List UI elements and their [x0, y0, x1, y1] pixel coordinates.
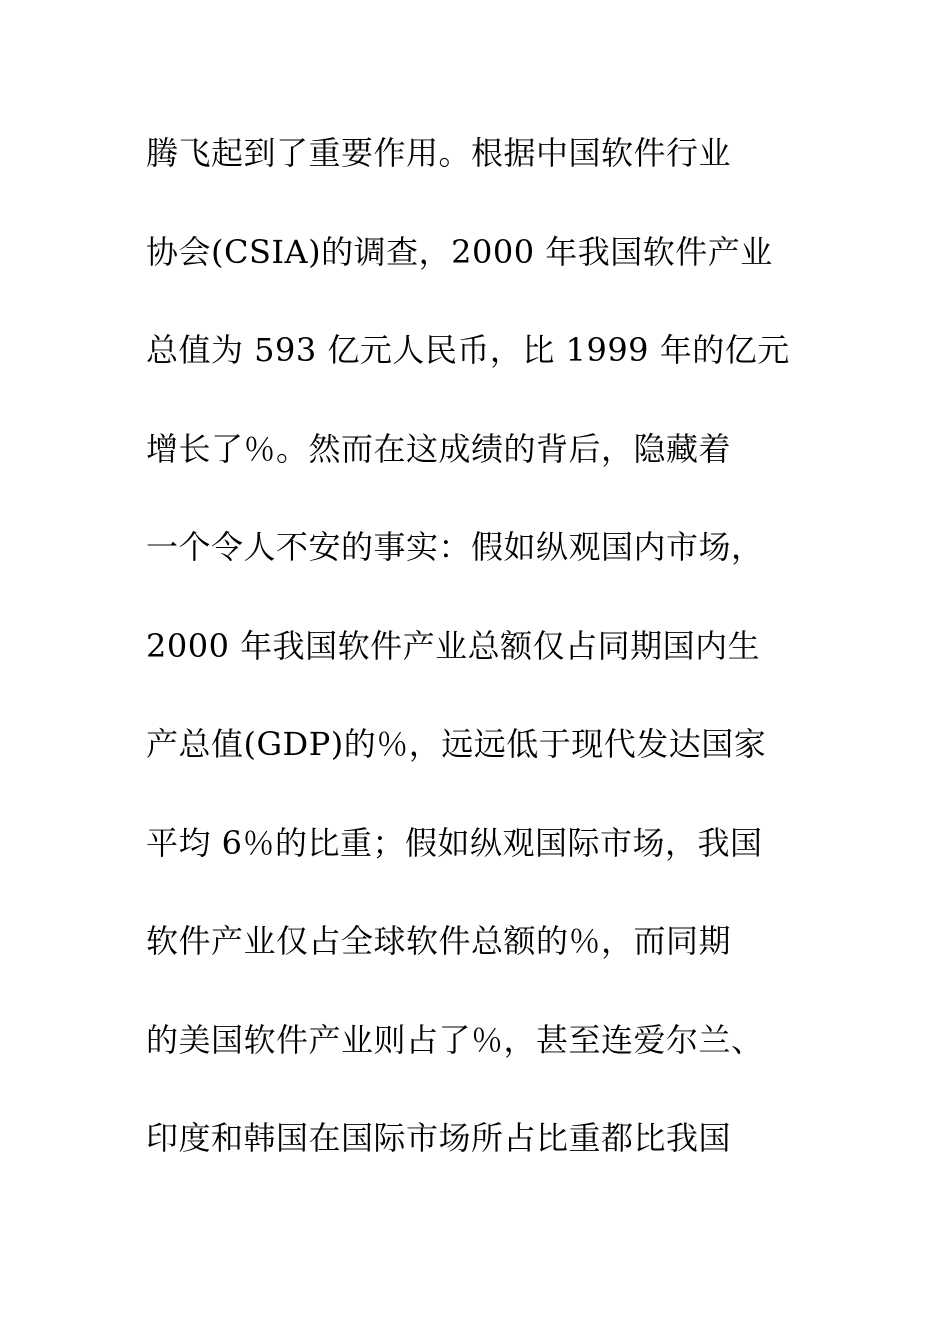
- text-line: 软件产业仅占全球软件总额的％，而同期: [146, 922, 732, 960]
- body-text: [146, 123, 826, 1207]
- text-line: 产总值(GDP)的％，远远低于现代发达国家: [146, 725, 767, 763]
- text-line: 2000 年我国软件产业总额仅占同期国内生: [146, 626, 761, 665]
- text-line: 增长了％。然而在这成绩的背后，隐藏着: [146, 429, 732, 468]
- text-line: 腾飞起到了重要作用。根据中国软件行业: [146, 134, 732, 172]
- text-line: 印度和韩国在国际市场所占比重都比我国: [146, 1119, 732, 1157]
- text-line: 总值为 593 亿元人民币，比 1999 年的亿元: [146, 331, 790, 369]
- text-line: 平均 6％的比重；假如纵观国际市场，我国: [146, 823, 763, 862]
- text-line: 一个令人不安的事实：假如纵观国内市场，: [146, 528, 764, 566]
- text-line: 的美国软件产业则占了％，甚至连爱尔兰、: [146, 1020, 764, 1059]
- text-line: 协会(CSIA)的调查，2000 年我国软件产业: [146, 232, 773, 271]
